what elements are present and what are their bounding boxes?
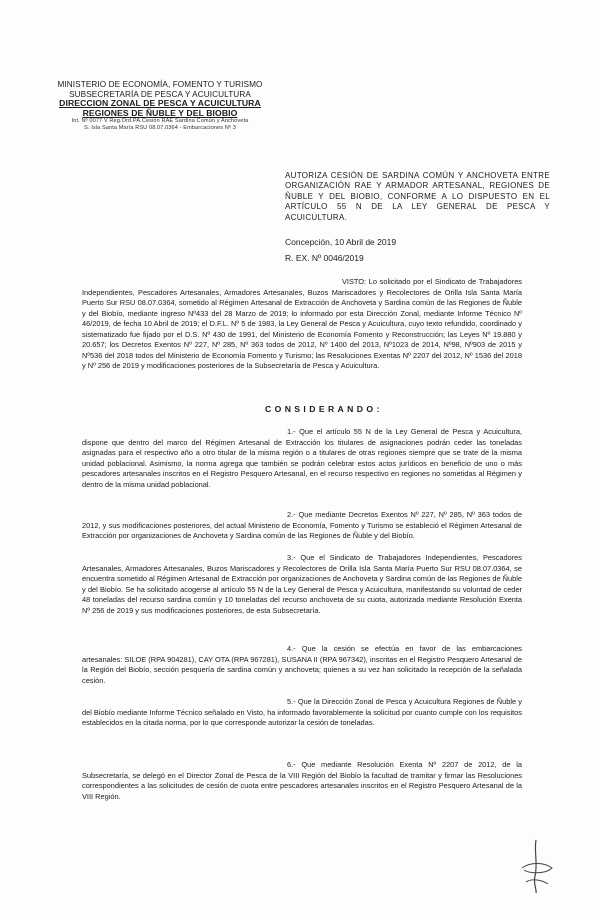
considerando-item-6: 6.- Que mediante Resolución Exenta Nº 2207 de 2012, de la Subsecretaría, se delegó en el Director Zonal de Pesca de la VIII Región del Biobío la facultad de tramitar y firmar las Resoluciones correspondientes a las solicitudes de cesión de cuota entre pescadores artesanales inscritos en el Registro Pesquero Artesanal de la VIII Región. <box>82 760 522 801</box>
regiones-name: REGIONES DE ÑUBLE Y DEL BIOBIO <box>82 107 238 118</box>
internal-subreference: S. Isla Santa María RSU 08.07.0364 - Embarcaciones Nº 3 <box>84 125 236 132</box>
letterhead <box>0 80 320 132</box>
considerando-heading: CONSIDERANDO: <box>265 404 383 414</box>
ministry-name: MINISTERIO DE ECONOMÍA, FOMENTO Y TURISMO <box>57 80 263 89</box>
resolution-number: R. EX. Nº 0046/2019 <box>285 253 364 263</box>
resolution-summary: AUTORIZA CESIÓN DE SARDINA COMÚN Y ANCHOVETA ENTRE ORGANIZACIÓN RAE Y ARMADOR ARTESANAL, REGIONES DE ÑUBLE Y DEL BIOBIO, CONFORME A LO DISPUESTO EN EL ARTÍCULO 55 N DE LA LEY GENERAL DE PESCA Y ACUICULTURA. <box>285 171 550 222</box>
visto-paragraph: VISTO: Lo solicitado por el Sindicato de Trabajadores Independientes, Pescadores Artesanales, Armadores Artesanales, Buzos Mariscadores y Recolectores de Orilla Isla Santa María Puerto Sur RSU 08.07.0364, sometido al Régimen Artesanal de Extracción de Anchoveta y Sardina común de las Regiones de Ñuble y del Biobío, mediante ingreso Nº433 del 28 Marzo de 2019; lo informado por esta Dirección Zonal, mediante Informe Técnico Nº 46/2019, de fecha 10 Abril de 2019; el D.F.L. Nº 5 de 1983, la Ley General de Pesca y Acuicultura, cuyo texto refundido, coordinado y sistematizado fue fijado por el D.S. Nº 430 de 1991, del Ministerio de Economía Fomento y Reconstrucción; las Leyes Nº 19.880 y 20.657; los Decretos Exentos Nº 227, Nº 285, Nº 363 todos de 2012, Nº 1400 del 2013, Nº1023 de 2014, Nº98, Nº903 de 2015 y Nº536 del 2018 todos del Ministerio de Economía Fomento y Turismo; las Resoluciones Exentas Nº 2207 del 2012, Nº 1536 del 2018 y Nº 256 de 2019 y modificaciones posteriores de la Subsecretaría de Pesca y Acuicultura. <box>82 277 522 370</box>
considerando-item-3: 3.- Que el Sindicato de Trabajadores Independientes, Pescadores Artesanales, Armadores Artesanales, Buzos Mariscadores y Recolectores de Orilla Isla Santa María Puerto Sur RSU 08.07.0364, se encuentra sometido al Régimen Artesanal de Extracción por organizaciones de Anchoveta y Sardina común de las Regiones de Ñuble y del Biobío. Se ha solicitado acogerse al artículo 55 N de la Ley General de Pesca y Acuicultura, manifestando su voluntad de ceder 48 toneladas del recurso sardina común y 10 toneladas del recurso anchoveta de su cuota, autorizada mediante Resolución Exenta Nº 256 de 2019 y sus modificaciones posteriores, de esta Subsecretaría. <box>82 553 522 615</box>
considerando-item-5: 5.- Que la Dirección Zonal de Pesca y Acuicultura Regiones de Ñuble y del Biobío mediante Informe Técnico señalado en Visto, ha informado favorablemente la solicitud por cuanto cumple con los requisitos establecidos en la citada norma, por lo que corresponde autorizar la cesión de toneladas. <box>82 697 522 727</box>
considerando-item-2: 2.- Que mediante Decretos Exentos Nº 227, Nº 285, Nº 363 todos de 2012, y sus modificaciones posteriores, del actual Ministerio de Economía, Fomento y Turismo se estableció el Régimen Artesanal de Extracción por organizaciones de Anchoveta y Sardina común de las Regiones de Ñuble y del Biobío. <box>82 510 522 540</box>
handwritten-initials-mark <box>516 838 556 894</box>
place-date: Concepción, 10 Abril de 2019 <box>285 237 397 247</box>
considerando-item-1: 1.- Que el artículo 55 N de la Ley General de Pesca y Acuicultura, dispone que dentro del marco del Régimen Artesanal de Extracción los titulares de asignaciones podrán ceder las toneladas asignadas para el respectivo año a otro titular de la misma región o a titulares de otras regiones siempre que se trate de la misma unidad poblacional. Asimismo, la norma agrega que también se podrán celebrar estos actos jurídicos en beneficio de uno o más pescadores artesanales inscritos en el Registro Pesquero Artesanal, en el recurso respectivo en regiones no sometidas al Régimen y dentro de la misma unidad poblacional. <box>82 427 522 489</box>
internal-reference: Int. Nº 0077 V Reg.Ord.PA.Cesión RAE Sardina Común y Anchoveta <box>71 118 249 125</box>
subsecretaria-name: SUBSECRETARÍA DE PESCA Y ACUICULTURA <box>69 89 251 99</box>
direccion-zonal-name: DIRECCION ZONAL DE PESCA Y ACUICULTURA <box>59 98 261 109</box>
considerando-item-4: 4.- Que la cesión se efectúa en favor de las embarcaciones artesanales: SILOE (RPA 904281), CAY OTA (RPA 967281), SUSANA II (RPA 967342), inscritas en el Registro Pesquero Artesanal de la Región del Biobío, sección pesquería de sardina común y anchoveta; quienes a su vez han solicitado la recepción de la señalada cesión. <box>82 644 522 685</box>
